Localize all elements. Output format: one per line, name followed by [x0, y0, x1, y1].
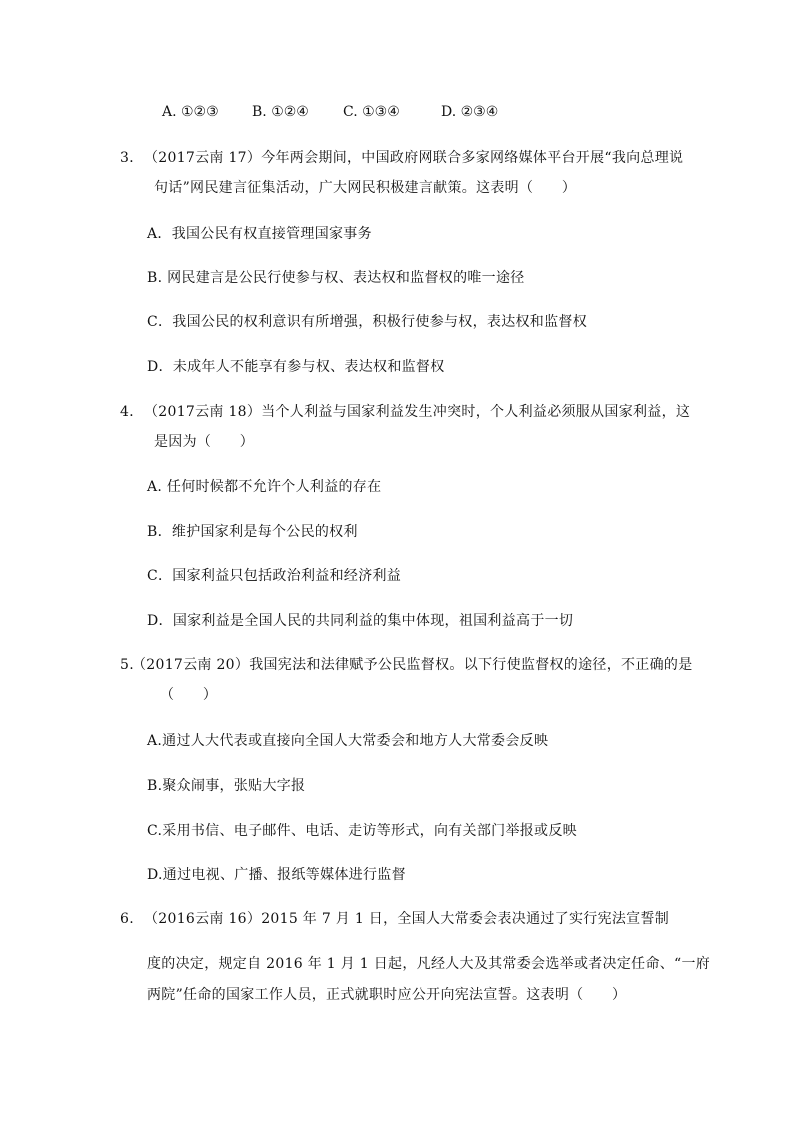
- question-3-option-d: D．未成年人不能享有参与权、表达权和监督权: [147, 359, 445, 375]
- top-option-c: C. ①③④: [343, 104, 400, 120]
- question-3-stem-line-1: （2017云南 17）今年两会期间，中国政府网联合多家网络媒体平台开展“我向总理说: [144, 150, 684, 166]
- question-5-stem-line-2: （ ）: [160, 687, 218, 703]
- question-4-option-a: A. 任何时候都不允许个人利益的存在: [147, 479, 382, 495]
- question-4-option-d: D．国家利益是全国人民的共同利益的集中体现，祖国利益高于一切: [147, 613, 574, 629]
- question-4-option-c: C．国家利益只包括政治利益和经济利益: [147, 568, 402, 584]
- question-5-option-c: C.采用书信、电子邮件、电话、走访等形式，向有关部门举报或反映: [147, 823, 577, 839]
- question-4-stem-line-2: 是因为（ ）: [154, 434, 255, 450]
- question-3-number: 3．: [120, 150, 144, 166]
- question-5-option-b: B.聚众闹事，张贴大字报: [147, 778, 306, 794]
- question-5-number: 5.: [120, 657, 134, 673]
- question-6-stem-line-3: 两院”任命的国家工作人员，正式就职时应公开向宪法宣誓。这表明（ ）: [147, 987, 627, 1003]
- question-3-option-b: B. 网民建言是公民行使参与权、表达权和监督权的唯一途径: [147, 270, 525, 286]
- question-3-option-a: A．我国公民有权直接管理国家事务: [147, 226, 372, 242]
- question-6-stem-line-1: （2016云南 16）2015 年 7 月 1 日，全国人大常委会表决通过了实行宪法宣誓制: [144, 911, 670, 927]
- question-4-stem-line-1: （2017云南 18）当个人利益与国家利益发生冲突时，个人利益必须服从国家利益，这: [144, 404, 691, 420]
- question-4-option-b: B．维护国家利是每个公民的权利: [147, 524, 358, 540]
- top-option-a: A. ①②③: [162, 104, 219, 120]
- question-3-stem-line-2: 句话”网民建言征集活动，广大网民积极建言献策。这表明（ ）: [154, 180, 577, 196]
- question-5-option-a: A.通过人大代表或直接向全国人大常委会和地方人大常委会反映: [147, 733, 549, 749]
- question-4-number: 4．: [120, 404, 144, 420]
- question-6-number: 6.: [120, 911, 134, 927]
- question-6-stem-line-2: 度的决定，规定自 2016 年 1 月 1 日起，凡经人大及其常委会选举或者决定任命、“一府: [147, 956, 711, 972]
- top-option-b: B. ①②④: [252, 104, 309, 120]
- question-5-option-d: D.通过电视、广播、报纸等媒体进行监督: [147, 867, 406, 883]
- question-3-option-c: C．我国公民的权利意识有所增强，积极行使参与权，表达权和监督权: [147, 314, 588, 330]
- top-option-d: D. ②③④: [441, 104, 499, 120]
- question-5-stem-line-1: （2017云南 20）我国宪法和法律赋予公民监督权。以下行使监督权的途径，不正确的是: [132, 657, 693, 673]
